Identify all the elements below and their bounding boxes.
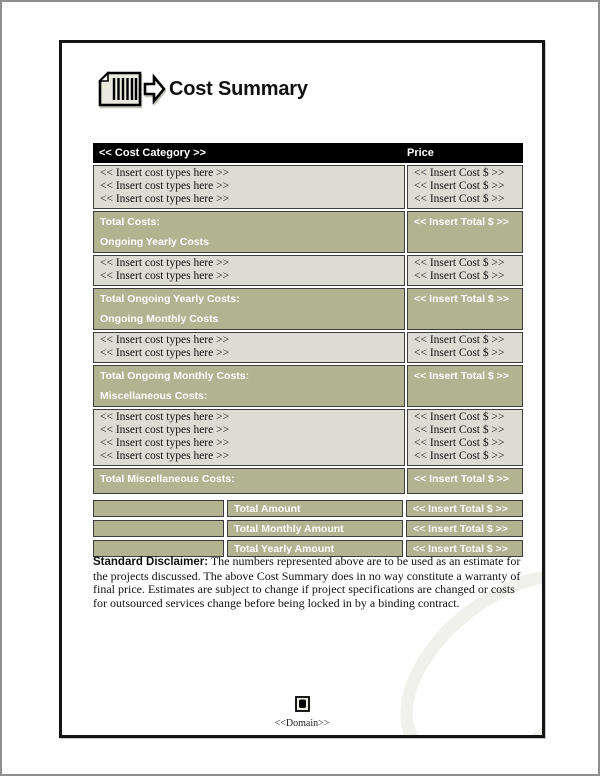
total-label-cell: Total Ongoing Monthly Costs: Miscellaneous Costs: xyxy=(93,365,405,407)
grand-total-row xyxy=(93,500,523,517)
cost-items-section xyxy=(93,409,523,466)
total-ongoing-monthly-row xyxy=(93,365,523,407)
total-costs-row xyxy=(93,211,523,253)
total-value-cell: << Insert Total $ >> xyxy=(407,211,523,253)
arrow-right-icon xyxy=(145,77,164,101)
total-label-cell: Total Costs: Ongoing Yearly Costs xyxy=(93,211,405,253)
column-header-category: << Cost Category >> xyxy=(99,147,206,159)
domain-logo-icon xyxy=(295,696,310,712)
total-ongoing-yearly-row xyxy=(93,288,523,330)
cost-items-section xyxy=(93,165,523,209)
total-value-cell: << Insert Total $ >> xyxy=(407,288,523,330)
cost-types-cell: << Insert cost types here >> << Insert cost types here >> << Insert cost types here >> xyxy=(93,165,405,209)
disclaimer-text: The numbers represented above are to be used as an estimate for the projects discussed. The above Cost Summary does in no way constitute a warranty of final price. Estimates are subject to change if project specifications are changed or costs for outsourced services change before being locked in by a binding contract. xyxy=(93,554,521,610)
total-miscellaneous-row xyxy=(93,468,523,494)
page-footer xyxy=(62,696,542,729)
grand-total-value: << Insert Total $ >> xyxy=(406,540,523,557)
cost-types-cell: << Insert cost types here >> << Insert cost types here >> << Insert cost types here >> << Insert cost types here >> xyxy=(93,409,405,466)
grand-total-label: Total Amount xyxy=(227,500,403,517)
proposal-page xyxy=(59,40,545,738)
page-header xyxy=(95,67,308,111)
table-header-row xyxy=(93,143,523,163)
total-value-cell: << Insert Total $ >> xyxy=(407,365,523,407)
cost-values-cell: << Insert Cost $ >> << Insert Cost $ >> << Insert Cost $ >> << Insert Cost $ >> xyxy=(407,409,523,466)
column-header-price: Price xyxy=(407,147,434,159)
empty-cell xyxy=(93,500,224,517)
disclaimer-label: Standard Disclaimer: xyxy=(93,556,209,568)
cost-types-cell: << Insert cost types here >> << Insert cost types here >> xyxy=(93,332,405,363)
grand-total-label: Total Monthly Amount xyxy=(227,520,403,537)
grand-total-label: Total Yearly Amount xyxy=(227,540,403,557)
total-label-cell: Total Ongoing Yearly Costs: Ongoing Monthly Costs xyxy=(93,288,405,330)
grand-total-value: << Insert Total $ >> xyxy=(406,500,523,517)
total-label-cell: Total Miscellaneous Costs: xyxy=(93,468,405,494)
grand-total-row xyxy=(93,520,523,537)
empty-cell xyxy=(93,520,224,537)
cost-items-section xyxy=(93,332,523,363)
standard-disclaimer xyxy=(93,555,525,610)
cost-types-cell: << Insert cost types here >> << Insert cost types here >> xyxy=(93,255,405,286)
grand-total-value: << Insert Total $ >> xyxy=(406,520,523,537)
cost-values-cell: << Insert Cost $ >> << Insert Cost $ >> xyxy=(407,332,523,363)
cost-items-section xyxy=(93,255,523,286)
document-barcode-icon xyxy=(95,67,167,111)
cost-values-cell: << Insert Cost $ >> << Insert Cost $ >> xyxy=(407,255,523,286)
cost-values-cell: << Insert Cost $ >> << Insert Cost $ >> << Insert Cost $ >> xyxy=(407,165,523,209)
cost-summary-table xyxy=(93,143,523,560)
total-value-cell: << Insert Total $ >> xyxy=(407,468,523,494)
domain-placeholder: <<Domain>> xyxy=(274,718,330,729)
page-title: Cost Summary xyxy=(169,77,308,100)
